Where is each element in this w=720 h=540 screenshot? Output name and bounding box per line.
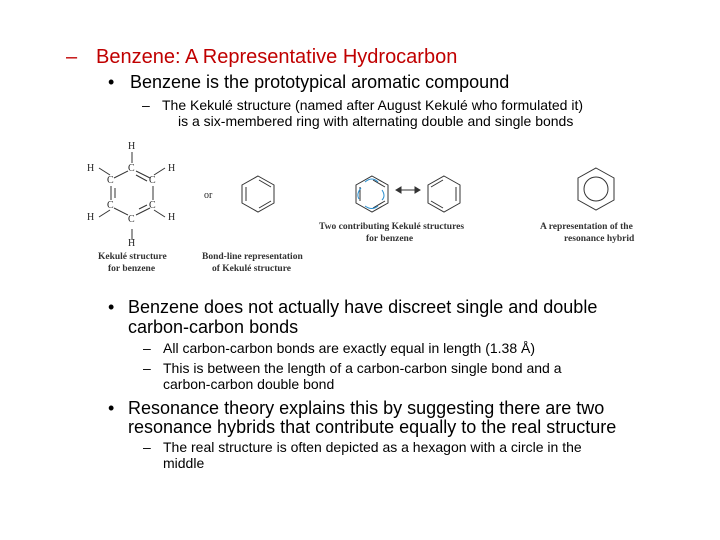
contributing-structure-2	[428, 176, 460, 212]
caption-two-contributing-1: Two contributing Kekulé structures	[319, 222, 465, 232]
atom-c: C	[107, 175, 114, 186]
atom-c: C	[107, 200, 114, 211]
title-text: Benzene: A Representative Hydrocarbon	[96, 46, 458, 68]
sub-3-line-2: carbon-carbon double bond	[163, 376, 335, 392]
bullet-2-line-2: carbon-carbon bonds	[128, 317, 299, 337]
bullet-marker: •	[108, 398, 115, 418]
caption-hybrid-2: resonance hybrid	[564, 234, 635, 244]
atom-c: C	[149, 175, 156, 186]
caption-hybrid-1: A representation of the	[540, 222, 633, 232]
title-dash: –	[66, 46, 78, 68]
sub-1-line-1: The Kekulé structure (named after August Kekulé who formulated it)	[162, 97, 583, 113]
resonance-arrow	[396, 187, 420, 193]
sub-4-line-2: middle	[163, 455, 205, 471]
bullet-3-line-1: Resonance theory explains this by suggesting there are two	[128, 398, 605, 418]
bullet-3-line-2: resonance hybrids that contribute equally to the real structure	[128, 417, 617, 437]
caption-kekule-1: Kekulé structure	[98, 252, 167, 262]
sub-3-line-1: This is between the length of a carbon-carbon single bond and a	[163, 360, 562, 376]
atom-c: C	[128, 214, 135, 225]
bullet-marker: •	[108, 297, 115, 317]
atom-h: H	[168, 212, 176, 223]
atom-c: C	[128, 163, 135, 174]
sub-4-line-1: The real structure is often depicted as a hexagon with a circle in the	[163, 439, 582, 455]
caption-bondline-1: Bond-line representation	[202, 252, 303, 262]
kekule-atoms	[87, 141, 175, 249]
atom-h: H	[128, 238, 136, 249]
sub-2: All carbon-carbon bonds are exactly equal in length (1.38 Å)	[163, 340, 535, 356]
resonance-hybrid	[578, 168, 614, 210]
caption-kekule-2: for benzene	[108, 264, 156, 274]
atom-h: H	[128, 141, 136, 152]
caption-two-contributing-2: for benzene	[366, 234, 414, 244]
bullet-marker: •	[108, 72, 115, 92]
sub-dash: –	[143, 360, 151, 376]
sub-1-line-2: is a six-membered ring with alternating double and single bonds	[178, 113, 574, 129]
bond-line-kekule	[242, 176, 274, 212]
sub-dash: –	[142, 97, 150, 113]
sub-dash: –	[143, 439, 151, 455]
sub-dash: –	[143, 340, 151, 356]
atom-h: H	[168, 163, 176, 174]
or-text: or	[204, 190, 213, 201]
contributing-structure-1	[356, 176, 388, 212]
caption-bondline-2: of Kekulé structure	[212, 264, 291, 274]
atom-h: H	[87, 163, 95, 174]
bullet-2-line-1: Benzene does not actually have discreet single and double	[128, 297, 598, 317]
benzene-structures-figure	[86, 138, 666, 278]
atom-c: C	[149, 200, 156, 211]
atom-h: H	[87, 212, 95, 223]
bullet-1: Benzene is the prototypical aromatic compound	[130, 72, 510, 92]
